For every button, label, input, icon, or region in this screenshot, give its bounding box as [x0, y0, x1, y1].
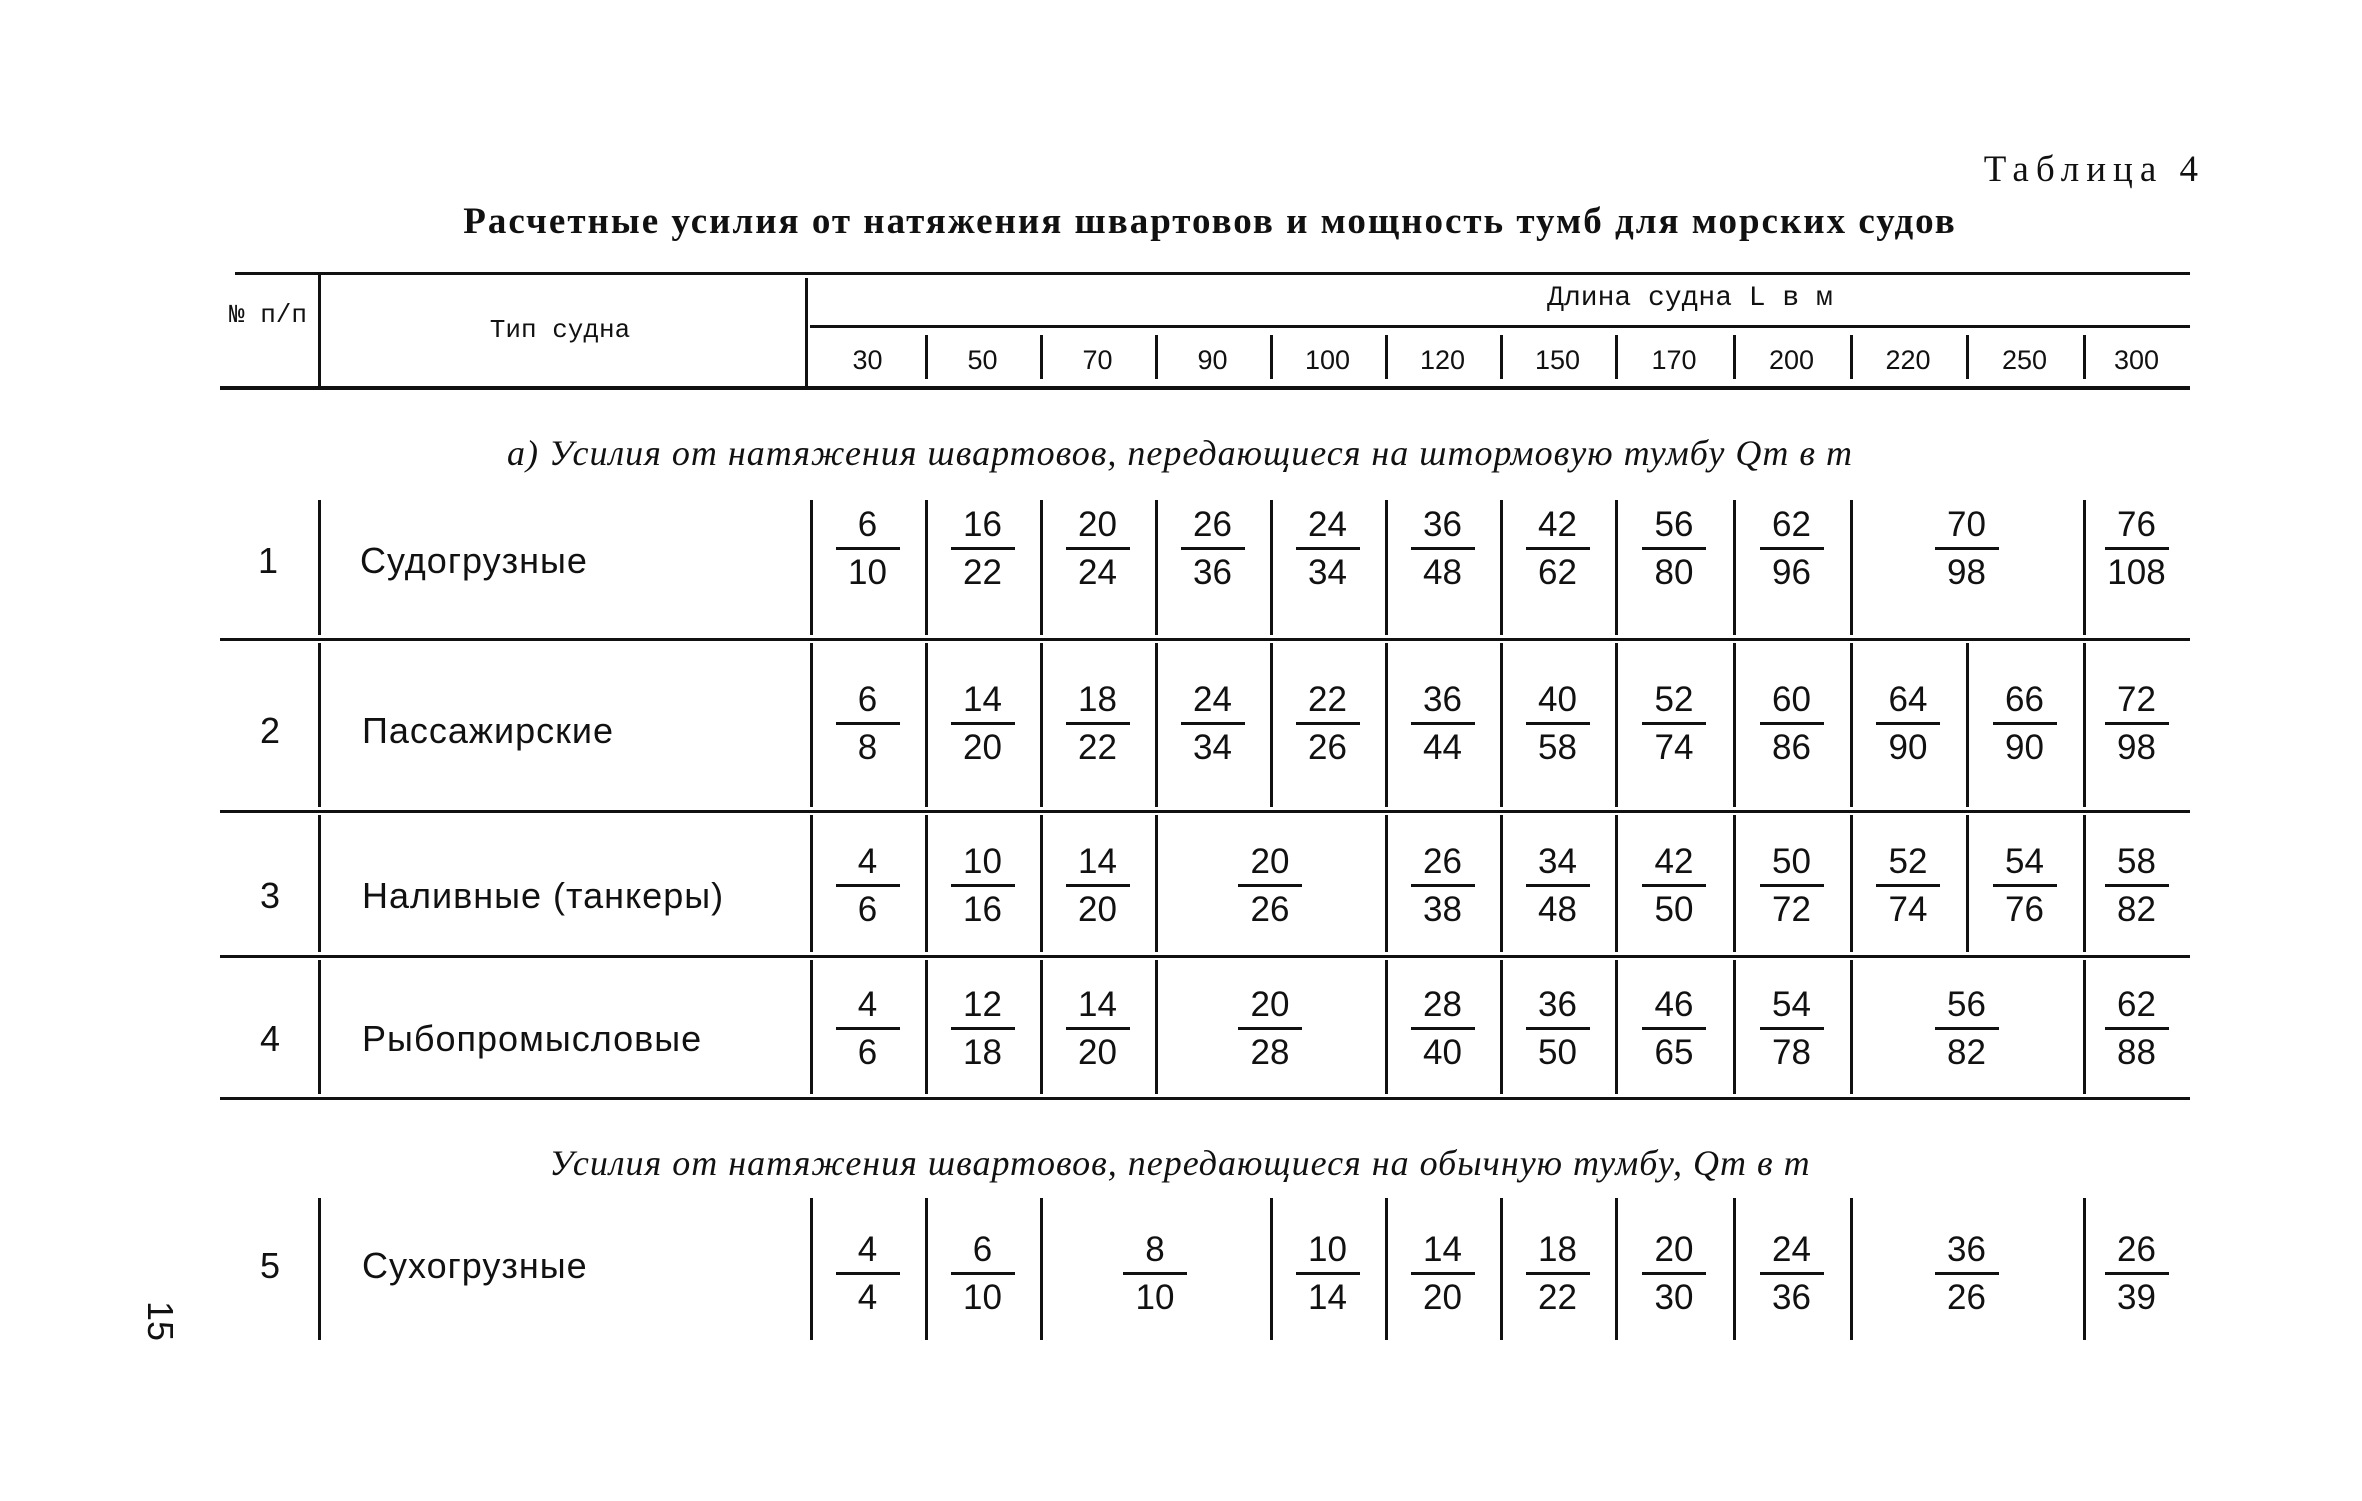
fraction-denominator: 6	[857, 890, 878, 929]
row-3-name: Наливные (танкеры)	[362, 875, 725, 916]
cell-divider	[1615, 815, 1618, 952]
load-fraction	[1158, 505, 1268, 593]
section-a-heading: а) Усилия от натяжения швартовов, передающиеся на штормовую тумбу Qm в т	[506, 433, 1854, 473]
row-1-number: 1	[257, 540, 279, 581]
load-fraction	[1100, 1230, 1210, 1318]
fraction-numerator: 40	[1538, 680, 1577, 719]
fraction-bar	[1066, 884, 1130, 887]
load-fraction	[1215, 985, 1325, 1073]
load-fraction	[928, 842, 1038, 930]
fraction-numerator: 64	[1888, 680, 1928, 719]
row-5-number: 5	[259, 1245, 281, 1286]
fraction-denominator: 58	[1538, 728, 1577, 767]
fraction-denominator: 26	[1947, 1278, 1986, 1317]
load-fraction	[1273, 505, 1383, 593]
load-fraction	[1388, 1230, 1498, 1318]
fraction-denominator: 74	[1888, 890, 1928, 929]
row-3-number: 3	[259, 875, 281, 916]
fraction-numerator: 50	[1772, 842, 1811, 881]
fraction-denominator: 36	[1193, 553, 1232, 592]
load-fraction	[813, 505, 923, 593]
fraction-bar	[1066, 1027, 1130, 1030]
header-top-rule	[235, 272, 2190, 275]
fraction-bar	[1526, 884, 1590, 887]
fraction-denominator: 96	[1772, 553, 1811, 592]
fraction-denominator: 4	[857, 1278, 878, 1317]
fraction-bar	[1238, 1027, 1302, 1030]
fraction-bar	[1181, 722, 1245, 725]
fraction-denominator: 88	[2117, 1033, 2156, 1072]
fraction-numerator: 18	[1078, 680, 1117, 719]
row-rule-2	[220, 810, 2190, 813]
fraction-denominator: 74	[1654, 728, 1694, 767]
load-fraction	[928, 1230, 1038, 1318]
table-title: Расчетные усилия от натяжения швартовов и мощность тумб для морских судов	[463, 201, 1957, 242]
load-fraction	[1619, 1230, 1729, 1318]
fraction-numerator: 14	[1078, 842, 1117, 881]
fraction-numerator: 34	[1538, 842, 1577, 881]
fraction-denominator: 26	[1250, 890, 1290, 929]
fraction-bar	[1526, 1027, 1590, 1030]
cell-divider	[1155, 815, 1158, 952]
fraction-bar	[1123, 1272, 1187, 1275]
fraction-bar	[1642, 722, 1706, 725]
fraction-denominator: 20	[1078, 890, 1117, 929]
length-divider	[1500, 335, 1503, 379]
fraction-bar	[1993, 884, 2057, 887]
fraction-numerator: 36	[1423, 680, 1462, 719]
fraction-numerator: 18	[1538, 1230, 1577, 1269]
load-fraction	[1737, 505, 1847, 593]
fraction-numerator: 72	[2117, 680, 2156, 719]
row-2-name: Пассажирские	[362, 710, 615, 751]
load-fraction	[1503, 985, 1613, 1073]
fraction-bar	[1296, 1272, 1360, 1275]
load-fraction	[1853, 842, 1963, 930]
length-label-200: 200	[1768, 345, 1815, 375]
fraction-bar	[1760, 547, 1824, 550]
fraction-numerator: 4	[857, 842, 878, 881]
fraction-numerator: 54	[2005, 842, 2044, 881]
fraction-numerator: 4	[857, 1230, 878, 1269]
fraction-denominator: 8	[857, 728, 878, 767]
fraction-denominator: 38	[1423, 890, 1462, 929]
row-type-divider	[318, 1198, 321, 1340]
load-fraction	[813, 680, 923, 768]
length-label-300: 300	[2113, 345, 2160, 375]
header-divider-type	[805, 278, 808, 388]
fraction-numerator: 20	[1078, 505, 1117, 544]
load-fraction	[1853, 680, 1963, 768]
load-fraction	[813, 1230, 923, 1318]
fraction-denominator: 24	[1078, 553, 1117, 592]
fraction-numerator: 52	[1654, 680, 1694, 719]
load-fraction	[2082, 985, 2192, 1073]
fraction-numerator: 4	[857, 985, 878, 1024]
fraction-numerator: 54	[1772, 985, 1811, 1024]
fraction-denominator: 40	[1423, 1033, 1462, 1072]
fraction-numerator: 26	[2117, 1230, 2156, 1269]
fraction-bar	[951, 884, 1015, 887]
length-label-70: 70	[1082, 345, 1113, 375]
length-divider	[925, 335, 928, 379]
fraction-denominator: 34	[1193, 728, 1232, 767]
fraction-numerator: 36	[1947, 1230, 1986, 1269]
fraction-bar	[1642, 547, 1706, 550]
row-4-number: 4	[259, 1018, 281, 1059]
fraction-denominator: 62	[1538, 553, 1577, 592]
load-fraction	[1737, 1230, 1847, 1318]
fraction-numerator: 24	[1308, 505, 1347, 544]
fraction-bar	[2105, 884, 2169, 887]
fraction-numerator: 20	[1654, 1230, 1694, 1269]
load-fraction	[928, 680, 1038, 768]
fraction-numerator: 36	[1538, 985, 1577, 1024]
fraction-denominator: 90	[2005, 728, 2044, 767]
load-fraction	[1912, 985, 2022, 1073]
fraction-denominator: 76	[2005, 890, 2044, 929]
fraction-denominator: 48	[1423, 553, 1462, 592]
row-2-number: 2	[259, 710, 281, 751]
cell-divider	[1155, 960, 1158, 1094]
fraction-denominator: 22	[963, 553, 1002, 592]
load-fraction	[1503, 505, 1613, 593]
fraction-bar	[1411, 1027, 1475, 1030]
fraction-denominator: 82	[1947, 1033, 1986, 1072]
table-number: Таблица 4	[1983, 149, 2205, 190]
fraction-numerator: 46	[1654, 985, 1694, 1024]
fraction-bar	[836, 722, 900, 725]
fraction-bar	[836, 1272, 900, 1275]
fraction-numerator: 20	[1250, 842, 1290, 881]
length-label-220: 220	[1885, 345, 1931, 375]
load-fraction	[1388, 842, 1498, 930]
length-divider	[2083, 335, 2086, 379]
fraction-bar	[1935, 1272, 1999, 1275]
length-subheader-rule	[810, 325, 2190, 328]
fraction-denominator: 6	[857, 1033, 878, 1072]
fraction-numerator: 14	[1423, 1230, 1462, 1269]
load-fraction	[813, 842, 923, 930]
cell-divider	[1615, 643, 1618, 807]
fraction-denominator: 44	[1423, 728, 1462, 767]
fraction-numerator: 62	[2117, 985, 2156, 1024]
fraction-numerator: 22	[1308, 680, 1347, 719]
load-fraction	[1619, 842, 1729, 930]
load-fraction	[2082, 680, 2192, 768]
load-fraction	[2082, 1230, 2192, 1318]
cell-divider	[1040, 1198, 1043, 1340]
fraction-bar	[1642, 1272, 1706, 1275]
fraction-numerator: 42	[1538, 505, 1577, 544]
fraction-denominator: 82	[2117, 890, 2156, 929]
fraction-bar	[2105, 722, 2169, 725]
length-label-170: 170	[1651, 345, 1697, 375]
length-divider	[1040, 335, 1043, 379]
fraction-bar	[1066, 722, 1130, 725]
cell-divider	[1615, 500, 1618, 635]
length-divider	[1966, 335, 1969, 379]
length-label-100: 100	[1304, 345, 1351, 375]
load-fraction	[1273, 1230, 1383, 1318]
load-fraction	[1388, 985, 1498, 1073]
fraction-denominator: 22	[1078, 728, 1117, 767]
fraction-bar	[2105, 547, 2169, 550]
fraction-denominator: 90	[1888, 728, 1928, 767]
fraction-bar	[1526, 722, 1590, 725]
load-fraction	[2082, 505, 2192, 593]
fraction-denominator: 36	[1772, 1278, 1811, 1317]
fraction-numerator: 52	[1888, 842, 1928, 881]
fraction-numerator: 70	[1947, 505, 1986, 544]
fraction-denominator: 65	[1654, 1033, 1694, 1072]
row-type-divider	[318, 815, 321, 952]
fraction-bar	[1760, 722, 1824, 725]
cell-divider	[1850, 1198, 1853, 1340]
fraction-bar	[951, 1027, 1015, 1030]
row-1-name: Судогрузные	[360, 540, 588, 581]
load-fraction	[1619, 680, 1729, 768]
fraction-bar	[1935, 547, 1999, 550]
fraction-bar	[1526, 547, 1590, 550]
load-fraction	[928, 985, 1038, 1073]
fraction-numerator: 24	[1772, 1230, 1811, 1269]
load-fraction	[1388, 505, 1498, 593]
load-fraction	[1619, 505, 1729, 593]
fraction-denominator: 10	[1135, 1278, 1175, 1317]
row-type-divider	[318, 500, 321, 635]
fraction-denominator: 18	[963, 1033, 1002, 1072]
fraction-numerator: 16	[963, 505, 1002, 544]
cell-divider	[1850, 500, 1853, 635]
fraction-bar	[1642, 1027, 1706, 1030]
fraction-bar	[1296, 547, 1360, 550]
fraction-bar	[1642, 884, 1706, 887]
fraction-numerator: 56	[1654, 505, 1694, 544]
section-b-heading: Усилия от натяжения швартовов, передающиеся на обычную тумбу, Qm в т	[549, 1143, 1811, 1183]
fraction-bar	[951, 722, 1015, 725]
fraction-bar	[1526, 1272, 1590, 1275]
fraction-numerator: 12	[963, 985, 1002, 1024]
fraction-bar	[2105, 1272, 2169, 1275]
length-divider	[1155, 335, 1158, 379]
fraction-bar	[1993, 722, 2057, 725]
length-divider	[1733, 335, 1736, 379]
row-rule-4	[220, 1097, 2190, 1100]
length-divider	[1850, 335, 1853, 379]
load-fraction	[1503, 680, 1613, 768]
fraction-numerator: 26	[1423, 842, 1462, 881]
fraction-denominator: 50	[1654, 890, 1694, 929]
fraction-bar	[1760, 1027, 1824, 1030]
load-fraction	[1970, 680, 2080, 768]
fraction-denominator: 10	[848, 553, 887, 592]
length-divider	[1385, 335, 1388, 379]
fraction-bar	[1760, 884, 1824, 887]
load-fraction	[928, 505, 1038, 593]
load-fraction	[1737, 842, 1847, 930]
load-fraction	[1043, 985, 1153, 1073]
fraction-numerator: 26	[1193, 505, 1232, 544]
load-fraction	[1619, 985, 1729, 1073]
fraction-numerator: 8	[1145, 1230, 1165, 1269]
load-fraction	[1043, 505, 1153, 593]
fraction-bar	[1238, 884, 1302, 887]
fraction-denominator: 28	[1250, 1033, 1290, 1072]
fraction-denominator: 72	[1772, 890, 1811, 929]
length-divider	[1615, 335, 1618, 379]
fraction-numerator: 66	[2005, 680, 2044, 719]
fraction-bar	[1876, 722, 1940, 725]
fraction-numerator: 42	[1654, 842, 1694, 881]
row-type-divider	[318, 643, 321, 807]
fraction-numerator: 62	[1772, 505, 1811, 544]
fraction-numerator: 76	[2117, 505, 2156, 544]
load-fraction	[813, 985, 923, 1073]
fraction-numerator: 10	[963, 842, 1002, 881]
load-fraction	[1503, 842, 1613, 930]
fraction-denominator: 16	[963, 890, 1002, 929]
fraction-denominator: 98	[2117, 728, 2156, 767]
load-fraction	[1503, 1230, 1613, 1318]
fraction-numerator: 14	[963, 680, 1002, 719]
fraction-numerator: 56	[1947, 985, 1986, 1024]
header-type: Тип судна	[489, 315, 631, 345]
fraction-denominator: 98	[1947, 553, 1986, 592]
fraction-bar	[1411, 547, 1475, 550]
cell-divider	[1850, 960, 1853, 1094]
load-fraction	[2082, 842, 2192, 930]
fraction-numerator: 6	[972, 1230, 993, 1269]
fraction-denominator: 50	[1538, 1033, 1577, 1072]
fraction-bar	[1296, 722, 1360, 725]
row-4-name: Рыбопромысловые	[362, 1018, 703, 1059]
fraction-denominator: 30	[1654, 1278, 1694, 1317]
fraction-bar	[836, 547, 900, 550]
fraction-bar	[836, 1027, 900, 1030]
cell-divider	[1615, 960, 1618, 1094]
load-fraction	[1737, 680, 1847, 768]
row-rule-3	[220, 955, 2190, 958]
load-fraction	[1970, 842, 2080, 930]
load-fraction	[1158, 680, 1268, 768]
fraction-denominator: 20	[963, 728, 1002, 767]
header-divider-num	[318, 272, 321, 388]
load-fraction	[1388, 680, 1498, 768]
length-label-30: 30	[852, 345, 883, 375]
fraction-numerator: 10	[1308, 1230, 1347, 1269]
row-5-name: Сухогрузные	[362, 1245, 588, 1286]
fraction-denominator: 48	[1538, 890, 1577, 929]
fraction-denominator: 10	[963, 1278, 1002, 1317]
fraction-denominator: 78	[1772, 1033, 1811, 1072]
fraction-bar	[836, 884, 900, 887]
fraction-bar	[1411, 884, 1475, 887]
fraction-denominator: 34	[1308, 553, 1347, 592]
length-label-90: 90	[1197, 345, 1228, 375]
fraction-denominator: 108	[2107, 553, 2166, 592]
load-fraction	[1043, 680, 1153, 768]
load-fraction	[1043, 842, 1153, 930]
fraction-numerator: 6	[857, 505, 878, 544]
header-length: Длина судна L в м	[1547, 283, 1833, 314]
fraction-denominator: 20	[1423, 1278, 1462, 1317]
fraction-numerator: 6	[857, 680, 878, 719]
fraction-numerator: 58	[2117, 842, 2156, 881]
fraction-bar	[1760, 1272, 1824, 1275]
fraction-numerator: 60	[1772, 680, 1811, 719]
fraction-bar	[2105, 1027, 2169, 1030]
fraction-numerator: 20	[1250, 985, 1290, 1024]
fraction-numerator: 28	[1423, 985, 1462, 1024]
fraction-denominator: 20	[1078, 1033, 1117, 1072]
fraction-numerator: 36	[1423, 505, 1462, 544]
load-fraction	[1912, 1230, 2022, 1318]
length-label-150: 150	[1534, 345, 1581, 375]
fraction-bar	[1411, 1272, 1475, 1275]
fraction-numerator: 24	[1193, 680, 1232, 719]
header-num: № п/п	[228, 300, 307, 330]
fraction-denominator: 86	[1772, 728, 1811, 767]
fraction-bar	[1876, 884, 1940, 887]
page-number: 15	[140, 1300, 182, 1342]
length-label-120: 120	[1419, 345, 1466, 375]
row-type-divider	[318, 960, 321, 1094]
fraction-bar	[1935, 1027, 1999, 1030]
load-fraction	[1912, 505, 2022, 593]
row-rule-1	[220, 638, 2190, 641]
cell-divider	[1615, 1198, 1618, 1340]
fraction-denominator: 39	[2117, 1278, 2156, 1317]
fraction-denominator: 14	[1308, 1278, 1347, 1317]
fraction-numerator: 14	[1078, 985, 1117, 1024]
fraction-denominator: 80	[1654, 553, 1694, 592]
header-bottom-rule	[220, 386, 2190, 390]
fraction-bar	[1411, 722, 1475, 725]
fraction-denominator: 26	[1308, 728, 1347, 767]
fraction-bar	[1066, 547, 1130, 550]
load-fraction	[1273, 680, 1383, 768]
fraction-bar	[1181, 547, 1245, 550]
load-fraction	[1215, 842, 1325, 930]
length-label-250: 250	[2001, 345, 2048, 375]
length-label-50: 50	[967, 345, 998, 375]
fraction-bar	[951, 1272, 1015, 1275]
load-fraction	[1737, 985, 1847, 1073]
length-divider	[1270, 335, 1273, 379]
fraction-bar	[951, 547, 1015, 550]
fraction-denominator: 22	[1538, 1278, 1577, 1317]
